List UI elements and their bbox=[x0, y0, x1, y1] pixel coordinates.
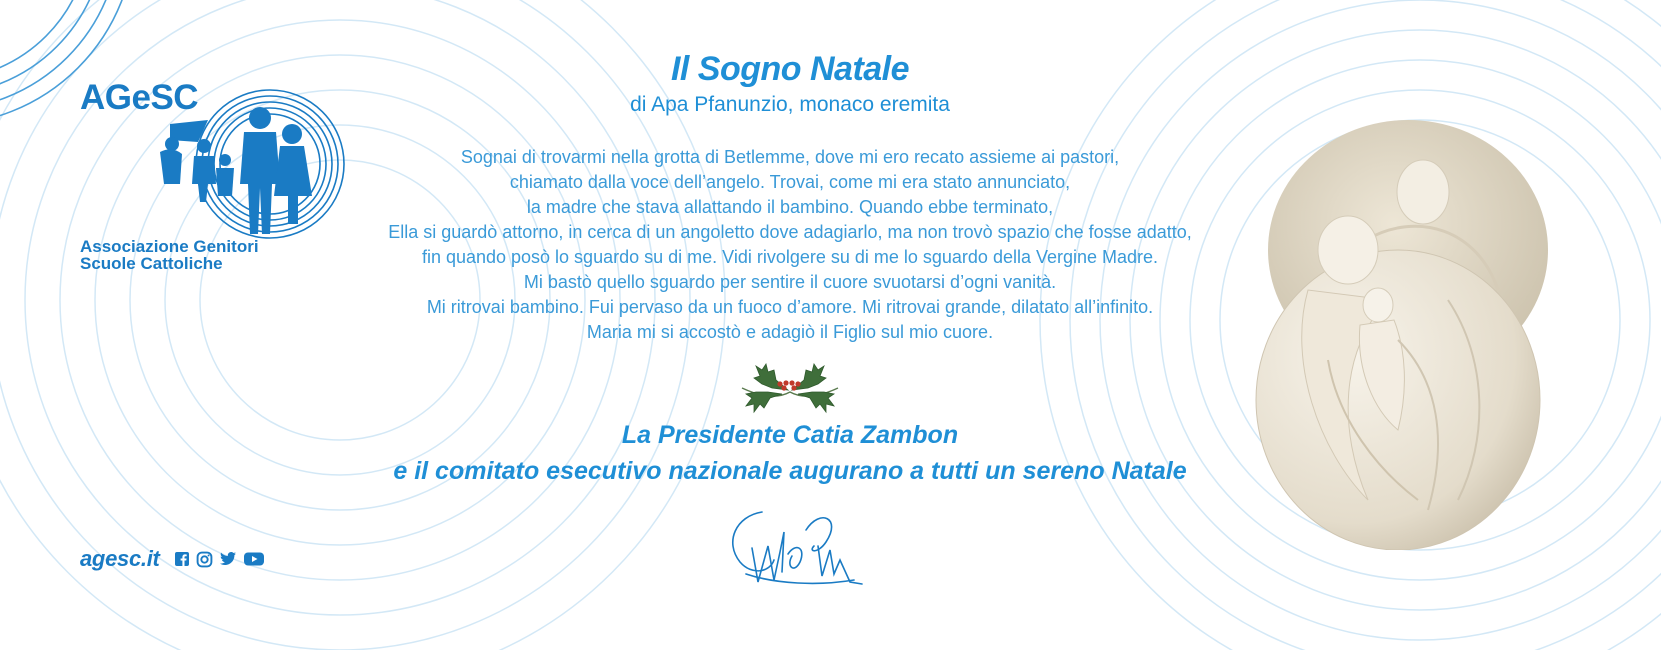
poem-line: chiamato dalla voce dell’angelo. Trovai, come mi era stato annunciato, bbox=[509, 172, 1071, 192]
logo-subtitle-line2: Scuole Cattoliche bbox=[80, 254, 223, 273]
poem-line: Mi bastò quello sguardo per sentire il cuore svuotarsi d’ogni vanità. bbox=[523, 272, 1057, 292]
poem-line: la madre che stava allattando il bambino. Quando ebbe terminato, bbox=[526, 197, 1054, 217]
card-subtitle: di Apa Pfanunzio, monaco eremita bbox=[630, 93, 950, 116]
facebook-icon[interactable] bbox=[174, 551, 190, 567]
poem-line: Maria mi si accostò e adagiò il Figlio sul mio cuore. bbox=[586, 322, 994, 342]
poem-text bbox=[340, 145, 1240, 345]
poem-line: Sognai di trovarmi nella grotta di Betlemme, dove mi ero recato assieme ai pastori, bbox=[460, 147, 1120, 167]
logo-subtitle bbox=[80, 238, 259, 272]
logo-subtitle-line1: Associazione Genitori bbox=[80, 237, 259, 256]
logo-wordmark: AGeSC bbox=[80, 78, 199, 117]
instagram-icon[interactable] bbox=[196, 551, 213, 568]
poem-line: Ella si guardò attorno, in cerca di un angoletto dove adagiarlo, ma non trovò spazio che fosse adatto, bbox=[388, 222, 1192, 242]
poem-line: Mi ritrovai bambino. Fui pervaso da un fuoco d’amore. Mi ritrovai grande, dilatato all’infinito. bbox=[426, 297, 1154, 317]
poem-line: fin quando posò lo sguardo su di me. Vidi rivolgere su di me lo sguardo della Vergine Madre. bbox=[421, 247, 1159, 267]
website-link[interactable]: agesc.it bbox=[80, 546, 160, 571]
social-icons bbox=[174, 551, 265, 568]
greeting-line-1: La Presidente Catia Zambon bbox=[621, 421, 959, 449]
holly-icon bbox=[732, 358, 848, 414]
card-title: Il Sogno Natale bbox=[670, 50, 910, 88]
youtube-icon[interactable] bbox=[243, 551, 265, 567]
nativity-sculpture-image bbox=[1248, 100, 1548, 550]
greeting-line-2: e il comitato esecutivo nazionale augurano a tutti un sereno Natale bbox=[393, 457, 1187, 485]
signature-image bbox=[722, 502, 868, 590]
twitter-icon[interactable] bbox=[219, 551, 237, 567]
footer-links bbox=[80, 546, 265, 572]
